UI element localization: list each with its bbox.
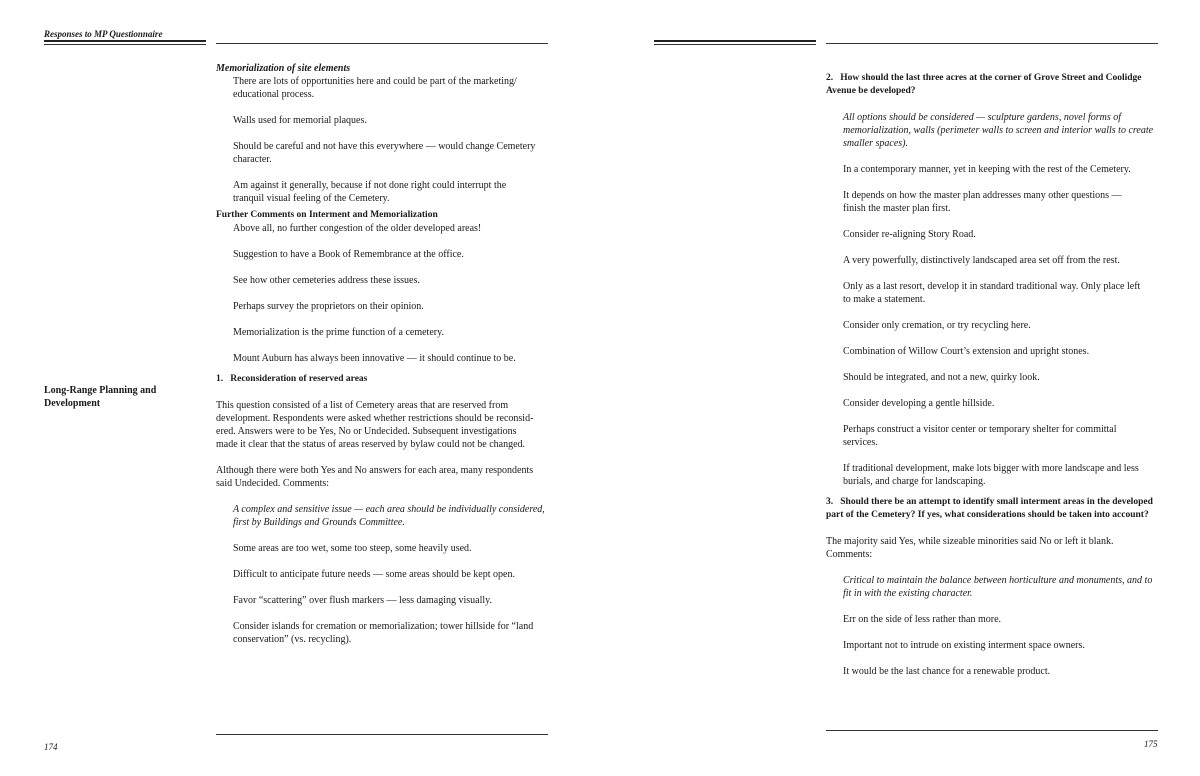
comment: Difficult to anticipate future needs — some areas should be kept open. xyxy=(233,569,515,580)
comment: Consider developing a gentle hillside. xyxy=(843,398,995,409)
comment-line: Perhaps construct a visitor center or temporary shelter for committal xyxy=(843,424,1117,435)
question-heading-1: 1. Reconsideration of reserved areas xyxy=(216,374,368,384)
header-rule-right-text xyxy=(826,43,1158,44)
comment xyxy=(826,423,1166,449)
comment-line: Walls used for memorial plaques. xyxy=(233,115,367,126)
header-rule-right-thin xyxy=(654,44,816,45)
question-line: 3. Should there be an attempt to identify small interment areas in the developed xyxy=(826,497,1153,507)
paragraph-line: said Undecided. Comments: xyxy=(216,478,330,489)
comment-line: services. xyxy=(843,437,878,448)
comment-line: tranquil visual feeling of the Cemetery. xyxy=(233,193,390,204)
comment xyxy=(216,114,556,127)
italic-comment xyxy=(216,503,556,529)
paragraph-line: ered. Answers were to be Yes, No or Undecided. Subsequent investigations xyxy=(216,426,517,437)
comment: See how other cemeteries address these issues. xyxy=(233,275,420,286)
comment: Consider only cremation, or try recycling here. xyxy=(843,320,1031,331)
comment-line: educational process. xyxy=(233,89,315,100)
comment xyxy=(826,280,1166,306)
comment: It would be the last chance for a renewable product. xyxy=(843,666,1051,677)
left-page-body xyxy=(216,62,556,646)
comment: Consider re-aligning Story Road. xyxy=(843,229,976,240)
comment: Should be integrated, and not a new, quirky look. xyxy=(843,372,1040,383)
paragraph xyxy=(826,535,1166,561)
footer-rule-left xyxy=(216,734,548,735)
comment-line: finish the master plan first. xyxy=(843,203,951,214)
comment-line: It depends on how the master plan addresses many other questions — xyxy=(843,190,1122,201)
comment xyxy=(826,462,1166,488)
comment: In a contemporary manner, yet in keeping with the rest of the Cemetery. xyxy=(843,164,1131,175)
comment xyxy=(216,140,556,166)
comment: Above all, no further congestion of the older developed areas! xyxy=(233,223,482,234)
italic-comment xyxy=(826,574,1166,600)
paragraph-line: development. Respondents were asked whether restrictions should be reconsid- xyxy=(216,413,534,424)
header-rule-right xyxy=(654,40,816,42)
comment: Suggestion to have a Book of Remembrance at the office. xyxy=(233,249,464,260)
comment-line: Should be careful and not have this everywhere — would change Cemetery xyxy=(233,141,536,152)
comment-line: character. xyxy=(233,154,272,165)
paragraph-line: The majority said Yes, while sizeable minorities said No or left it blank. xyxy=(826,536,1114,547)
running-head: Responses to MP Questionnaire xyxy=(44,29,163,39)
paragraph xyxy=(216,399,556,451)
header-rule-left-thin xyxy=(44,44,206,45)
comment-line: memorialization, walls (perimeter walls to screen and interior walls to create xyxy=(843,125,1154,136)
comment-line: Consider islands for cremation or memorialization; tower hillside for “land xyxy=(233,621,534,632)
paragraph-line: Although there were both Yes and No answers for each area, many respondents xyxy=(216,465,534,476)
comment-line: burials, and charge for landscaping. xyxy=(843,476,986,487)
comment: Combination of Willow Court’s extension and upright stones. xyxy=(843,346,1090,357)
footer-rule-right xyxy=(826,730,1158,731)
comment-line: If traditional development, make lots bigger with more landscape and less xyxy=(843,463,1139,474)
section-heading-further: Further Comments on Interment and Memorialization xyxy=(216,210,438,220)
question-line: Avenue be developed? xyxy=(826,86,916,96)
comment-line: Am against it generally, because if not done right could interrupt the xyxy=(233,180,507,191)
comment-line: conservation” (vs. recycling). xyxy=(233,634,352,645)
page-number-right: 175 xyxy=(1144,739,1158,749)
comment: A very powerfully, distinctively landscaped area set off from the rest. xyxy=(843,255,1120,266)
comment-line: first by Buildings and Grounds Committee. xyxy=(233,517,405,528)
comment-line: smaller spaces). xyxy=(843,138,908,149)
right-page-body xyxy=(826,72,1166,678)
header-rule-left xyxy=(44,40,206,42)
comment-line: Critical to maintain the balance between horticulture and monuments, and to xyxy=(843,575,1153,586)
comment-line: All options should be considered — sculpture gardens, novel forms of xyxy=(843,112,1122,123)
paragraph-line: This question consisted of a list of Cemetery areas that are reserved from xyxy=(216,400,509,411)
comment: Err on the side of less rather than more. xyxy=(843,614,1002,625)
comment: Perhaps survey the proprietors on their opinion. xyxy=(233,301,424,312)
comment xyxy=(216,75,556,101)
side-heading-line: Development xyxy=(44,398,101,409)
side-heading xyxy=(44,384,204,410)
comment: Some areas are too wet, some too steep, some heavily used. xyxy=(233,543,472,554)
question-heading-3 xyxy=(826,496,1166,522)
comment xyxy=(826,189,1166,215)
comment-line: A complex and sensitive issue — each area should be individually considered, xyxy=(233,504,545,515)
comment: Mount Auburn has always been innovative — it should continue to be. xyxy=(233,353,516,364)
page-number-left: 174 xyxy=(44,742,58,752)
paragraph-line: Comments: xyxy=(826,549,873,560)
section-heading-memorialization: Memorialization of site elements xyxy=(216,63,351,74)
question-line: 2. How should the last three acres at the corner of Grove Street and Coolidge xyxy=(826,73,1142,83)
paragraph xyxy=(216,464,556,490)
comment xyxy=(216,179,556,205)
paragraph-line: made it clear that the status of areas reserved by bylaw could not be changed. xyxy=(216,439,526,450)
question-heading-2 xyxy=(826,72,1166,98)
comment-line: Only as a last resort, develop it in standard traditional way. Only place left xyxy=(843,281,1141,292)
comment-line: to make a statement. xyxy=(843,294,926,305)
side-heading-line: Long-Range Planning and xyxy=(44,385,157,396)
header-rule-left-text xyxy=(216,43,548,44)
comment xyxy=(216,620,556,646)
comment: Important not to intrude on existing interment space owners. xyxy=(843,640,1085,651)
comment-line: There are lots of opportunities here and could be part of the marketing/ xyxy=(233,76,517,87)
question-line: part of the Cemetery? If yes, what considerations should be taken into account? xyxy=(826,510,1149,520)
italic-comment xyxy=(826,111,1166,150)
comment: Favor “scattering” over flush markers — less damaging visually. xyxy=(233,595,493,606)
comment: Memorialization is the prime function of a cemetery. xyxy=(233,327,444,338)
comment-line: fit in with the existing character. xyxy=(843,588,973,599)
